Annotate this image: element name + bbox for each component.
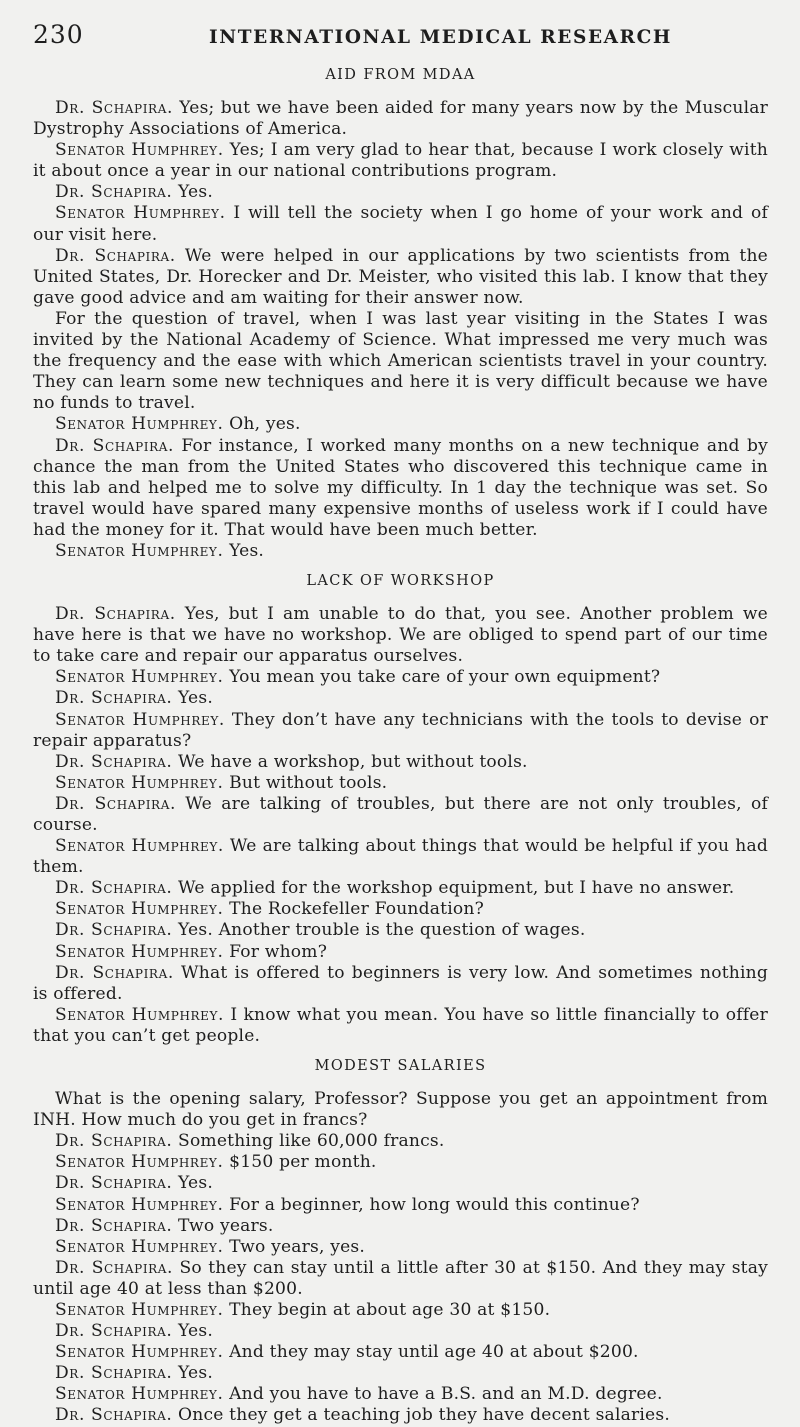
dialogue-paragraph — [33, 203, 768, 245]
speaker-name: Dr. Schapira. — [55, 962, 174, 983]
speaker-name: Senator Humphrey. — [55, 540, 224, 561]
paragraph-text: Oh, yes. — [229, 414, 301, 435]
paragraph-text: Yes; but we have been aided for many years now by the Muscular Dystrophy Associations of America. — [33, 98, 768, 140]
dialogue-paragraph — [33, 710, 768, 752]
paragraph-text: We are talking of troubles, but there are not only troubles, of course. — [33, 793, 768, 835]
speaker-name: Senator Humphrey. — [55, 941, 224, 962]
dialogue-paragraph — [33, 1173, 768, 1194]
paragraph-text: For the question of travel, when I was last year visiting in the States I was invited by the National Academy of Science. What impressed me very much was the frequency and the ease with which American scientists travel in your country. They can learn some new techniques and here it is very difficult because we have no funds to travel. — [33, 308, 768, 414]
speaker-name: Senator Humphrey. — [55, 1194, 224, 1215]
speaker-name: Dr. Schapira. — [55, 1257, 174, 1278]
dialogue-paragraph — [33, 794, 768, 836]
paragraph-text: $150 per month. — [229, 1152, 377, 1173]
paragraph-text: So they can stay until a little after 30 at $150. And they may stay until age 40 at less than $200. — [33, 1257, 768, 1299]
speaker-name: Senator Humphrey. — [55, 836, 224, 857]
paragraph-text: Yes. — [178, 1363, 213, 1384]
running-head — [33, 20, 768, 54]
dialogue-paragraph — [33, 1089, 768, 1131]
dialogue-paragraph — [33, 1363, 768, 1384]
speaker-name: Dr. Schapira. — [55, 1173, 173, 1194]
dialogue-paragraph — [33, 604, 768, 667]
dialogue-paragraph — [33, 1300, 768, 1321]
paragraph-text: Yes. — [178, 1321, 213, 1342]
paragraph-text: Two years. — [178, 1215, 274, 1236]
speaker-name: Senator Humphrey. — [55, 1152, 224, 1173]
dialogue-paragraph — [33, 688, 768, 709]
dialogue-paragraph — [33, 1405, 768, 1426]
paragraph-text: Yes. — [229, 540, 265, 561]
dialogue-paragraph — [33, 1342, 768, 1363]
speaker-name: Senator Humphrey. — [55, 899, 224, 920]
paragraph-text: Something like 60,000 francs. — [178, 1131, 445, 1152]
speaker-name: Dr. Schapira. — [55, 435, 175, 456]
paragraph-text: And you have to have a B.S. and an M.D. degree. — [229, 1384, 663, 1405]
paragraph-text: The Rockefeller Foundation? — [229, 899, 484, 920]
paragraph-text: For instance, I worked many months on a new technique and by chance the man from the United States who discovered this technique came in this lab and helped me to solve my difficulty. In 1 day the technique was set. So travel would have spared many expensive months of useless work if I could have had the money for it. That would have been much better. — [33, 435, 768, 540]
speaker-name: Senator Humphrey. — [55, 414, 224, 435]
dialogue-paragraph — [33, 1195, 768, 1216]
speaker-name: Dr. Schapira. — [55, 751, 173, 772]
dialogue-paragraph — [33, 752, 768, 773]
speaker-name: Senator Humphrey. — [55, 772, 224, 793]
speaker-name: Dr. Schapira. — [55, 688, 173, 709]
speaker-name: Dr. Schapira. — [55, 98, 173, 118]
paragraph-text: Yes. — [178, 182, 213, 203]
speaker-name: Dr. Schapira. — [55, 920, 173, 941]
speaker-name: Dr. Schapira. — [55, 1215, 173, 1236]
paragraph-text: Yes, but I am unable to do that, you see. Another problem we have here is that we have no workshop. We are obliged to spend part of our time to take care and repair our apparatus ourselves. — [33, 604, 768, 667]
dialogue-paragraph — [33, 920, 768, 941]
dialogue-paragraph — [33, 140, 768, 182]
journal-title: INTERNATIONAL MEDICAL RESEARCH — [209, 27, 672, 48]
speaker-name: Senator Humphrey. — [55, 1384, 224, 1405]
paragraph-text: They don’t have any technicians with the tools to devise or repair apparatus? — [33, 709, 768, 751]
paragraph-text: Yes. — [178, 1173, 213, 1194]
speaker-name: Dr. Schapira. — [55, 1131, 173, 1152]
dialogue-paragraph — [33, 1258, 768, 1300]
paragraph-text: And they may stay until age 40 at about $200. — [229, 1342, 639, 1363]
dialogue-paragraph — [33, 1005, 768, 1047]
dialogue-paragraph — [33, 246, 768, 309]
paragraph-text: I know what you mean. You have so little financially to offer that you can’t get people. — [33, 1004, 768, 1046]
speaker-name: Senator Humphrey. — [55, 1342, 224, 1363]
dialogue-paragraph — [33, 878, 768, 899]
dialogue-paragraph — [33, 414, 768, 435]
dialogue-paragraph — [33, 899, 768, 920]
dialogue-paragraph — [33, 667, 768, 688]
dialogue-paragraph — [33, 182, 768, 203]
paragraph-text: I will tell the society when I go home of your work and of our visit here. — [33, 203, 768, 245]
dialogue-paragraph — [33, 942, 768, 963]
speaker-name: Senator Humphrey. — [55, 203, 226, 224]
speaker-name: Senator Humphrey. — [55, 667, 224, 688]
paragraph-text: For a beginner, how long would this continue? — [229, 1194, 640, 1215]
paragraph-text: We are talking about things that would be helpful if you had them. — [33, 836, 768, 878]
paragraph-text: You mean you take care of your own equipment? — [229, 667, 661, 688]
paragraph-text: Two years, yes. — [229, 1236, 366, 1257]
section-heading: AID FROM MDAA — [325, 67, 476, 83]
section-heading: MODEST SALARIES — [314, 1058, 487, 1075]
speaker-name: Dr. Schapira. — [55, 878, 173, 899]
page-number: 230 — [33, 20, 84, 49]
dialogue-paragraph — [33, 436, 768, 541]
dialogue-paragraph — [33, 773, 768, 794]
speaker-name: Dr. Schapira. — [55, 1405, 173, 1426]
dialogue-paragraph — [33, 309, 768, 414]
speaker-name: Dr. Schapira. — [55, 245, 176, 266]
speaker-name: Dr. Schapira. — [55, 604, 176, 625]
section-heading: LACK OF WORKSHOP — [306, 573, 495, 590]
paragraph-text: We applied for the workshop equipment, but I have no answer. — [178, 878, 735, 899]
dialogue-paragraph — [33, 1152, 768, 1173]
dialogue-paragraph — [33, 98, 768, 140]
speaker-name: Dr. Schapira. — [55, 1363, 173, 1384]
paragraph-text: What is offered to beginners is very low. And sometimes nothing is offered. — [33, 962, 768, 1004]
dialogue-paragraph — [33, 963, 768, 1005]
paragraph-text: Yes. Another trouble is the question of wages. — [178, 920, 586, 941]
paragraph-text: Yes. — [178, 688, 213, 709]
paragraph-text: They begin at about age 30 at $150. — [229, 1299, 551, 1320]
dialogue-paragraph — [33, 1131, 768, 1152]
paragraph-text: We have a workshop, but without tools. — [178, 751, 528, 772]
paragraph-text: For whom? — [229, 941, 328, 962]
paragraph-text: We were helped in our applications by two scientists from the United States, Dr. Horecker and Dr. Meister, who visited this lab. I know that they gave good advice and am waiting for their answer now. — [33, 245, 768, 308]
speaker-name: Senator Humphrey. — [55, 140, 224, 161]
speaker-name: Senator Humphrey. — [55, 1236, 224, 1257]
paragraph-text: Yes; I am very glad to hear that, because I work closely with it about once a year in our national contributions program. — [33, 140, 768, 182]
speaker-name: Senator Humphrey. — [55, 1299, 224, 1320]
dialogue-paragraph — [33, 1216, 768, 1237]
document-body — [33, 66, 768, 1427]
dialogue-paragraph — [33, 1321, 768, 1342]
speaker-name: Dr. Schapira. — [55, 182, 173, 203]
dialogue-paragraph — [33, 836, 768, 878]
paragraph-text: Once they get a teaching job they have decent salaries. — [178, 1405, 670, 1426]
dialogue-paragraph — [33, 541, 768, 562]
speaker-name: Dr. Schapira. — [55, 793, 176, 814]
dialogue-paragraph — [33, 1237, 768, 1258]
speaker-name: Senator Humphrey. — [55, 1004, 225, 1025]
dialogue-paragraph — [33, 1384, 768, 1405]
paragraph-text: What is the opening salary, Professor? Suppose you get an appointment from INH. How much do you get in francs? — [33, 1089, 768, 1131]
paragraph-text: But without tools. — [229, 772, 388, 793]
speaker-name: Senator Humphrey. — [55, 709, 225, 730]
speaker-name: Dr. Schapira. — [55, 1321, 173, 1342]
